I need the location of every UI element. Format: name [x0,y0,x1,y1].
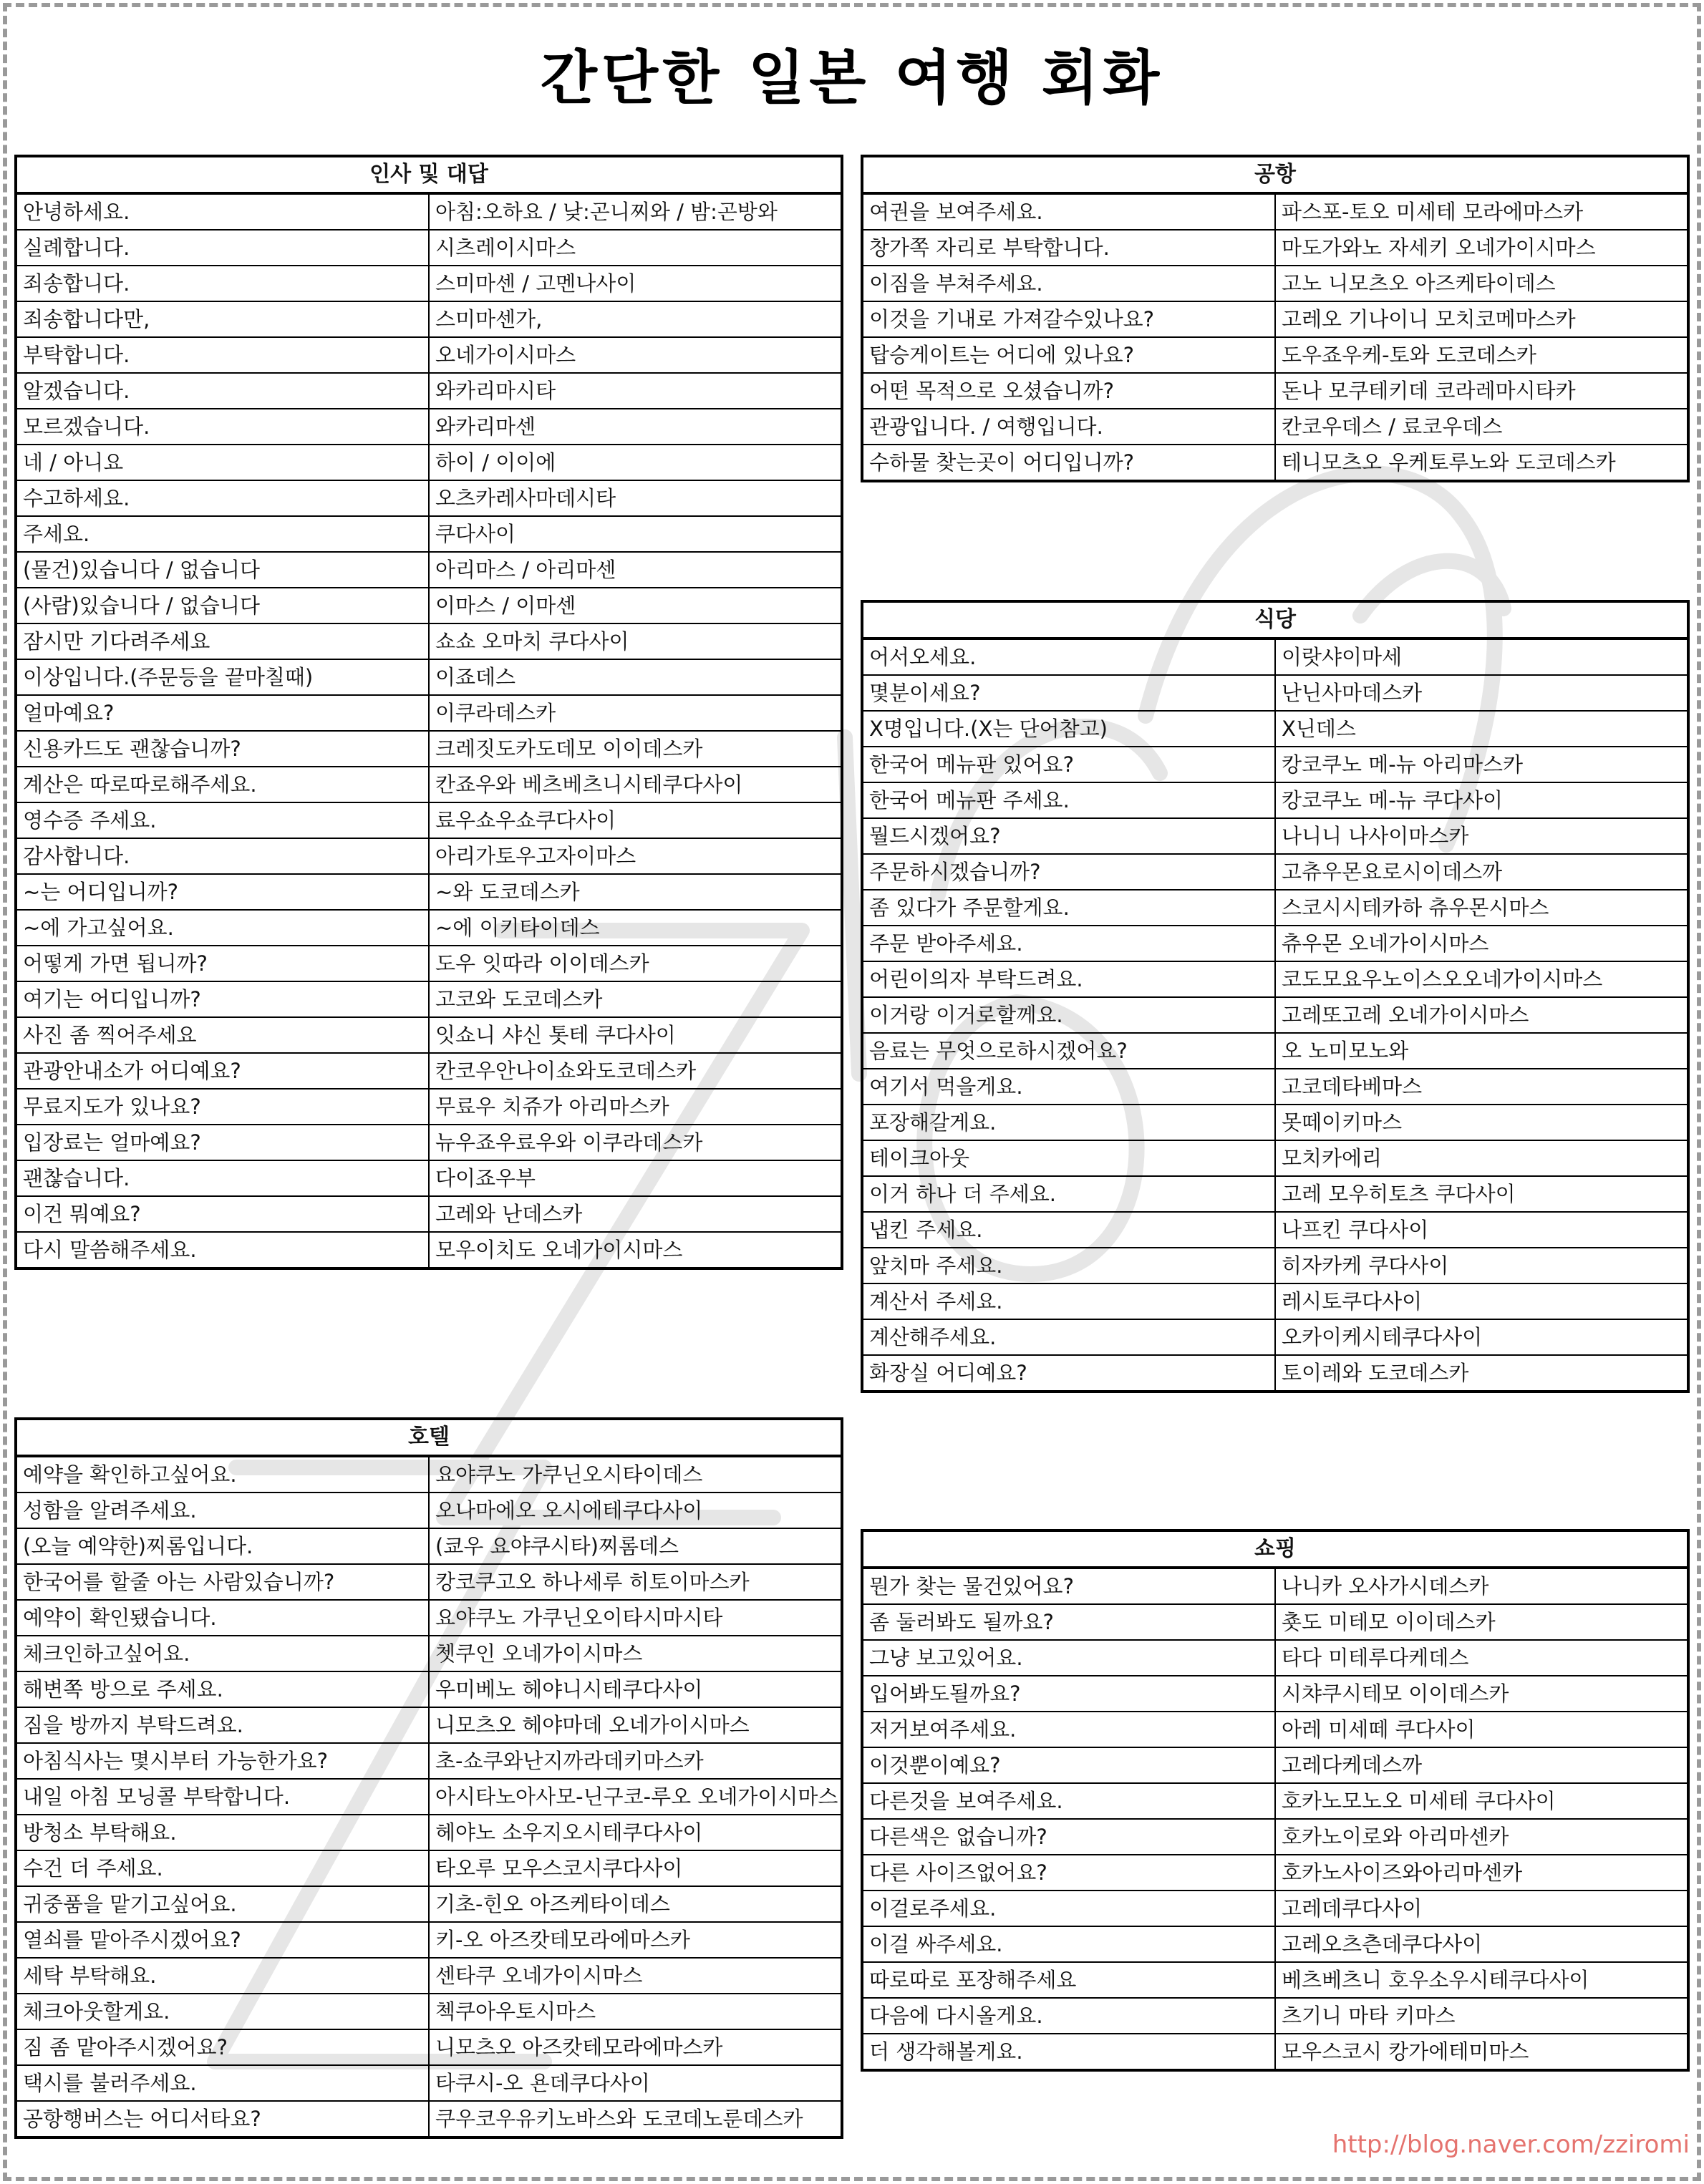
japanese-pronunciation: 츄우몬 오네가이시마스 [1275,926,1688,961]
table-row [862,1783,1688,1819]
table-row [862,373,1688,409]
japanese-pronunciation: (쿄우 요야쿠시타)찌롬데스 [429,1528,842,1564]
table-row [16,480,842,516]
table-row [862,1568,1688,1604]
korean-phrase: 따로따로 포장해주세요 [862,1962,1275,1998]
korean-phrase: 짐 좀 맡아주시겠어요? [16,2029,429,2065]
table-row [862,1212,1688,1248]
korean-phrase: 택시를 불러주세요. [16,2065,429,2101]
korean-phrase: 계산서 주세요. [862,1283,1275,1319]
korean-phrase: 네 / 아니요 [16,445,429,480]
korean-phrase: 주세요. [16,516,429,552]
table-row [16,695,842,731]
japanese-pronunciation: 뉴우죠우료우와 이쿠라데스카 [429,1125,842,1160]
korean-phrase: 이걸로주세요. [862,1891,1275,1926]
table-row [16,1779,842,1815]
korean-phrase: 입어봐도될까요? [862,1676,1275,1712]
table-row [16,1232,842,1268]
shopping-header: 쇼핑 [862,1530,1688,1568]
korean-phrase: 다음에 다시올게요. [862,1998,1275,2034]
japanese-pronunciation: 스미마센 / 고멘나사이 [429,266,842,301]
korean-phrase: ~는 어디입니까? [16,874,429,910]
table-row [16,1600,842,1636]
table-row [16,2029,842,2065]
table-row [862,193,1688,230]
japanese-pronunciation: 첵쿠아우토시마스 [429,1994,842,2029]
japanese-pronunciation: 쿠다사이 [429,516,842,552]
korean-phrase: 저거보여주세요. [862,1712,1275,1747]
table-row [16,910,842,946]
japanese-pronunciation: 츠기니 마타 키마스 [1275,1998,1688,2034]
japanese-pronunciation: 센타쿠 오네가이시마스 [429,1958,842,1994]
table-row [16,445,842,480]
japanese-pronunciation: 쿠우코우유키노바스와 도코데노룬데스카 [429,2101,842,2137]
table-row [862,1962,1688,1998]
korean-phrase: 알겠습니다. [16,373,429,409]
korean-phrase: 예약이 확인됐습니다. [16,1600,429,1636]
restaurant-header: 식당 [862,601,1688,639]
japanese-pronunciation: 호카노사이즈와아리마센카 [1275,1855,1688,1891]
greetings-table [14,155,843,1270]
japanese-pronunciation: 고노 니모츠오 아즈케타이데스 [1275,266,1688,301]
japanese-pronunciation: 헤야노 소우지오시테쿠다사이 [429,1815,842,1850]
korean-phrase: 한국어 메뉴판 주세요. [862,782,1275,818]
table-row [862,230,1688,266]
japanese-pronunciation: 오나마에오 오시에테쿠다사이 [429,1493,842,1528]
table-row [16,337,842,373]
japanese-pronunciation: 도우 잇따라 이이데스카 [429,946,842,981]
korean-phrase: 뭔가 찾는 물건있어요? [862,1568,1275,1604]
japanese-pronunciation: 캉코쿠노 메-뉴 아리마스카 [1275,747,1688,782]
japanese-pronunciation: 고레다케데스까 [1275,1747,1688,1783]
japanese-pronunciation: 요야쿠노 가쿠닌오이타시마시타 [429,1600,842,1636]
korean-phrase: 감사합니다. [16,838,429,874]
table-row [862,337,1688,373]
korean-phrase: 수하물 찾는곳이 어디입니까? [862,445,1275,481]
japanese-pronunciation: 호카노모노오 미세테 쿠다사이 [1275,1783,1688,1819]
table-row [862,747,1688,782]
table-row [862,1747,1688,1783]
japanese-pronunciation: 코도모요우노이스오오네가이시마스 [1275,961,1688,997]
table-row [16,1886,842,1922]
table-row [16,874,842,910]
korean-phrase: 어린이의자 부탁드려요. [862,961,1275,997]
table-row [862,1676,1688,1712]
table-row [862,266,1688,301]
korean-phrase: 여권을 보여주세요. [862,193,1275,230]
korean-phrase: 좀 있다가 주문할게요. [862,890,1275,926]
korean-phrase: 죄송합니다. [16,266,429,301]
korean-phrase: 창가쪽 자리로 부탁합니다. [862,230,1275,266]
japanese-pronunciation: 니모츠오 헤야마데 오네가이시마스 [429,1707,842,1743]
table-row [16,659,842,695]
table-row [862,1105,1688,1140]
japanese-pronunciation: 베츠베츠니 호우소우시테쿠다사이 [1275,1962,1688,1998]
airport-header: 공항 [862,156,1688,193]
japanese-pronunciation: 고레오츠츤데쿠다사이 [1275,1926,1688,1962]
table-row [16,1053,842,1089]
korean-phrase: 좀 둘러봐도 될까요? [862,1604,1275,1640]
table-row [16,516,842,552]
japanese-pronunciation: 고코데타베마스 [1275,1069,1688,1105]
table-row [16,1528,842,1564]
korean-phrase: 음료는 무엇으로하시겠어요? [862,1033,1275,1069]
korean-phrase: 이거랑 이거로할께요. [862,997,1275,1033]
table-row [862,890,1688,926]
japanese-pronunciation: 돈나 모쿠테키데 코라레마시타카 [1275,373,1688,409]
korean-phrase: 계산해주세요. [862,1319,1275,1355]
japanese-pronunciation: 타쿠시-오 욘데쿠다사이 [429,2065,842,2101]
blog-link[interactable]: http://blog.naver.com/zziromi [1332,2130,1690,2159]
japanese-pronunciation: 아레 미세떼 쿠다사이 [1275,1712,1688,1747]
korean-phrase: 실례합니다. [16,230,429,266]
japanese-pronunciation: 와카리마시타 [429,373,842,409]
table-row [16,1564,842,1600]
table-row [16,2065,842,2101]
japanese-pronunciation: 오카이케시테쿠다사이 [1275,1319,1688,1355]
korean-phrase: 영수증 주세요. [16,802,429,838]
korean-phrase: 더 생각해볼게요. [862,2034,1275,2070]
table-row [16,981,842,1017]
table-row [862,445,1688,481]
hotel-header: 호텔 [16,1419,842,1456]
korean-phrase: 어떤 목적으로 오셨습니까? [862,373,1275,409]
table-row [16,1958,842,1994]
korean-phrase: 수건 더 주세요. [16,1850,429,1886]
restaurant-table [861,600,1690,1393]
korean-phrase: 괜찮습니다. [16,1160,429,1196]
table-row [862,1355,1688,1392]
korean-phrase: 공항행버스는 어디서타요? [16,2101,429,2137]
japanese-pronunciation: 쳇쿠인 오네가이시마스 [429,1636,842,1671]
japanese-pronunciation: 우미베노 헤야니시테쿠다사이 [429,1671,842,1707]
table-row [862,854,1688,890]
japanese-pronunciation: 모우스코시 캉가에테미마스 [1275,2034,1688,2070]
japanese-pronunciation: 하이 / 이이에 [429,445,842,480]
korean-phrase: 이것뿐이예요? [862,1747,1275,1783]
japanese-pronunciation: 오츠카레사마데시타 [429,480,842,516]
japanese-pronunciation: 칸죠우와 베츠베츠니시테쿠다사이 [429,767,842,802]
table-row [16,946,842,981]
korean-phrase: 화장실 어디예요? [862,1355,1275,1392]
korean-phrase: 어서오세요. [862,639,1275,675]
korean-phrase: 테이크아웃 [862,1140,1275,1176]
korean-phrase: 다른색은 없습니까? [862,1819,1275,1855]
japanese-pronunciation: 나니니 나사이마스카 [1275,818,1688,854]
japanese-pronunciation: 나프킨 쿠다사이 [1275,1212,1688,1248]
japanese-pronunciation: 오네가이시마스 [429,337,842,373]
japanese-pronunciation: 고레오 기나이니 모치코메마스카 [1275,301,1688,337]
table-row [16,802,842,838]
table-row [862,1248,1688,1283]
japanese-pronunciation: 아시타노아사모-닌구코-루오 오네가이시마스 [429,1779,842,1815]
japanese-pronunciation: 모우이치도 오네가이시마스 [429,1232,842,1268]
japanese-pronunciation: X닌데스 [1275,711,1688,747]
table-row [862,675,1688,711]
korean-phrase: 계산은 따로따로해주세요. [16,767,429,802]
table-row [862,997,1688,1033]
table-row [862,1033,1688,1069]
japanese-pronunciation: 못떼이키마스 [1275,1105,1688,1140]
table-row [16,1707,842,1743]
japanese-pronunciation: 나니카 오사가시데스카 [1275,1568,1688,1604]
korean-phrase: 입장료는 얼마예요? [16,1125,429,1160]
korean-phrase: 무료지도가 있나요? [16,1089,429,1125]
korean-phrase: 포장해갈게요. [862,1105,1275,1140]
korean-phrase: 세탁 부탁해요. [16,1958,429,1994]
japanese-pronunciation: 고레와 난데스카 [429,1196,842,1232]
korean-phrase: 한국어 메뉴판 있어요? [862,747,1275,782]
japanese-pronunciation: 료우쇼우쇼쿠다사이 [429,802,842,838]
japanese-pronunciation: 잇쇼니 샤신 톳테 쿠다사이 [429,1017,842,1053]
japanese-pronunciation: 레시토쿠다사이 [1275,1283,1688,1319]
japanese-pronunciation: 난닌사마데스카 [1275,675,1688,711]
korean-phrase: 그냥 보고있어요. [862,1640,1275,1676]
table-row [16,230,842,266]
table-row [862,711,1688,747]
table-row [16,552,842,588]
japanese-pronunciation: 고레 모우히토츠 쿠다사이 [1275,1176,1688,1212]
korean-phrase: 한국어를 할줄 아는 사람있습니까? [16,1564,429,1600]
japanese-pronunciation: 이마스 / 이마센 [429,588,842,623]
table-row [16,1815,842,1850]
japanese-pronunciation: 타다 미테루다케데스 [1275,1640,1688,1676]
japanese-pronunciation: 요야쿠노 가쿠닌오시타이데스 [429,1456,842,1493]
korean-phrase: 이짐을 부쳐주세요. [862,266,1275,301]
korean-phrase: 다시 말씀해주세요. [16,1232,429,1268]
table-row [862,782,1688,818]
hotel-table [14,1417,843,2139]
japanese-pronunciation: 고츄우몬요로시이데스까 [1275,854,1688,890]
table-row [862,1069,1688,1105]
japanese-pronunciation: 아리마스 / 아리마센 [429,552,842,588]
japanese-pronunciation: 모치카에리 [1275,1140,1688,1176]
japanese-pronunciation: 키-오 아즈캇테모라에마스카 [429,1922,842,1958]
korean-phrase: 탑승게이트는 어디에 있나요? [862,337,1275,373]
table-row [16,373,842,409]
table-row [16,1089,842,1125]
korean-phrase: 이거 하나 더 주세요. [862,1176,1275,1212]
korean-phrase: 여기서 먹을게요. [862,1069,1275,1105]
korean-phrase: 이것을 기내로 가져갈수있나요? [862,301,1275,337]
japanese-pronunciation: 초-쇼쿠와난지까라데키마스카 [429,1743,842,1779]
korean-phrase: 아침식사는 몇시부터 가능한가요? [16,1743,429,1779]
table-row [862,1891,1688,1926]
table-row [862,1855,1688,1891]
japanese-pronunciation: 시츠레이시마스 [429,230,842,266]
japanese-pronunciation: 이죠데스 [429,659,842,695]
japanese-pronunciation: 니모츠오 아즈캇테모라에마스카 [429,2029,842,2065]
japanese-pronunciation: 칸코우안나이쇼와도코데스카 [429,1053,842,1089]
table-row [16,1456,842,1493]
korean-phrase: 열쇠를 맡아주시겠어요? [16,1922,429,1958]
korean-phrase: 수고하세요. [16,480,429,516]
korean-phrase: 이건 뭐예요? [16,1196,429,1232]
korean-phrase: 성함을 알려주세요. [16,1493,429,1528]
table-row [16,1160,842,1196]
japanese-pronunciation: 도우죠우케-토와 도코데스카 [1275,337,1688,373]
korean-phrase: 앞치마 주세요. [862,1248,1275,1283]
table-row [16,193,842,230]
table-row [16,301,842,337]
korean-phrase: ~에 가고싶어요. [16,910,429,946]
japanese-pronunciation: 와카리마센 [429,409,842,445]
japanese-pronunciation: 기초-힌오 아즈케타이데스 [429,1886,842,1922]
japanese-pronunciation: 히자카케 쿠다사이 [1275,1248,1688,1283]
korean-phrase: 체크인하고싶어요. [16,1636,429,1671]
japanese-pronunciation: 시챠쿠시테모 이이데스카 [1275,1676,1688,1712]
table-row [862,409,1688,445]
korean-phrase: 다른것을 보여주세요. [862,1783,1275,1819]
table-row [862,926,1688,961]
table-row [862,1140,1688,1176]
japanese-pronunciation: 다이죠우부 [429,1160,842,1196]
table-row [862,1819,1688,1855]
korean-phrase: 귀중품을 맡기고싶어요. [16,1886,429,1922]
japanese-pronunciation: 크레짓도카도데모 이이데스카 [429,731,842,767]
korean-phrase: 얼마예요? [16,695,429,731]
japanese-pronunciation: 캉코쿠노 메-뉴 쿠다사이 [1275,782,1688,818]
japanese-pronunciation: 타오루 모우스코시쿠다사이 [429,1850,842,1886]
japanese-pronunciation: 이랏샤이마세 [1275,639,1688,675]
table-row [16,1743,842,1779]
japanese-pronunciation: 호카노이로와 아리마센카 [1275,1819,1688,1855]
table-row [862,1283,1688,1319]
korean-phrase: 죄송합니다만, [16,301,429,337]
table-row [862,1998,1688,2034]
korean-phrase: X명입니다.(X는 단어참고) [862,711,1275,747]
table-row [16,409,842,445]
table-row [16,767,842,802]
table-row [16,731,842,767]
table-row [862,1926,1688,1962]
table-row [16,1994,842,2029]
korean-phrase: 몇분이세요? [862,675,1275,711]
table-row [16,1850,842,1886]
japanese-pronunciation: 스코시시테카하 츄우몬시마스 [1275,890,1688,926]
japanese-pronunciation: 춋도 미테모 이이데스카 [1275,1604,1688,1640]
korean-phrase: (물건)있습니다 / 없습니다 [16,552,429,588]
korean-phrase: 뭘드시겠어요? [862,818,1275,854]
table-row [16,1671,842,1707]
table-row [16,1493,842,1528]
korean-phrase: 짐을 방까지 부탁드려요. [16,1707,429,1743]
page-title: 간단한 일본 여행 회화 [540,44,1164,112]
korean-phrase: 어떻게 가면 됩니까? [16,946,429,981]
table-row [862,818,1688,854]
korean-phrase: 예약을 확인하고싶어요. [16,1456,429,1493]
korean-phrase: 안녕하세요. [16,193,429,230]
japanese-pronunciation: 캉코쿠고오 하나세루 히토이마스카 [429,1564,842,1600]
korean-phrase: 관광안내소가 어디예요? [16,1053,429,1089]
table-row [862,1176,1688,1212]
table-row [16,1922,842,1958]
japanese-pronunciation: 무료우 치쥬가 아리마스카 [429,1089,842,1125]
korean-phrase: 부탁합니다. [16,337,429,373]
korean-phrase: 사진 좀 찍어주세요 [16,1017,429,1053]
table-row [862,301,1688,337]
table-row [16,588,842,623]
japanese-pronunciation: 오 노미모노와 [1275,1033,1688,1069]
table-row [16,2101,842,2137]
japanese-pronunciation: 테니모츠오 우케토루노와 도코데스카 [1275,445,1688,481]
japanese-pronunciation: 이쿠라데스카 [429,695,842,731]
korean-phrase: 여기는 어디입니까? [16,981,429,1017]
korean-phrase: (오늘 예약한)찌롬입니다. [16,1528,429,1564]
table-row [862,639,1688,675]
korean-phrase: 냅킨 주세요. [862,1212,1275,1248]
korean-phrase: 해변쪽 방으로 주세요. [16,1671,429,1707]
table-row [16,1636,842,1671]
shopping-table [861,1529,1690,2072]
table-row [16,1125,842,1160]
japanese-pronunciation: ~에 이키타이데스 [429,910,842,946]
korean-phrase: 이상입니다.(주문등을 끝마칠때) [16,659,429,695]
table-row [862,961,1688,997]
japanese-pronunciation: 아리가토우고자이마스 [429,838,842,874]
table-row [862,1319,1688,1355]
table-row [16,266,842,301]
korean-phrase: 주문 받아주세요. [862,926,1275,961]
korean-phrase: 방청소 부탁해요. [16,1815,429,1850]
japanese-pronunciation: 파스포-토오 미세테 모라에마스카 [1275,193,1688,230]
japanese-pronunciation: 토이레와 도코데스카 [1275,1355,1688,1392]
korean-phrase: 다른 사이즈없어요? [862,1855,1275,1891]
table-row [16,838,842,874]
japanese-pronunciation: ~와 도코데스카 [429,874,842,910]
japanese-pronunciation: 고레또고레 오네가이시마스 [1275,997,1688,1033]
japanese-pronunciation: 칸코우데스 / 료코우데스 [1275,409,1688,445]
korean-phrase: (사람)있습니다 / 없습니다 [16,588,429,623]
table-row [16,623,842,659]
japanese-pronunciation: 고레데쿠다사이 [1275,1891,1688,1926]
table-row [862,1604,1688,1640]
greetings-header: 인사 및 대답 [16,156,842,193]
table-row [16,1017,842,1053]
table-row [16,1196,842,1232]
korean-phrase: 잠시만 기다려주세요 [16,623,429,659]
korean-phrase: 내일 아침 모닝콜 부탁합니다. [16,1779,429,1815]
airport-table [861,155,1690,482]
japanese-pronunciation: 아침:오하요 / 낮:곤니찌와 / 밤:곤방와 [429,193,842,230]
korean-phrase: 모르겠습니다. [16,409,429,445]
japanese-pronunciation: 쇼쇼 오마치 쿠다사이 [429,623,842,659]
table-row [862,2034,1688,2070]
korean-phrase: 신용카드도 괜찮습니까? [16,731,429,767]
table-row [862,1640,1688,1676]
korean-phrase: 이걸 싸주세요. [862,1926,1275,1962]
korean-phrase: 관광입니다. / 여행입니다. [862,409,1275,445]
japanese-pronunciation: 스미마센가, [429,301,842,337]
korean-phrase: 주문하시겠습니까? [862,854,1275,890]
japanese-pronunciation: 마도가와노 자세키 오네가이시마스 [1275,230,1688,266]
japanese-pronunciation: 고코와 도코데스카 [429,981,842,1017]
table-row [862,1712,1688,1747]
korean-phrase: 체크아웃할게요. [16,1994,429,2029]
